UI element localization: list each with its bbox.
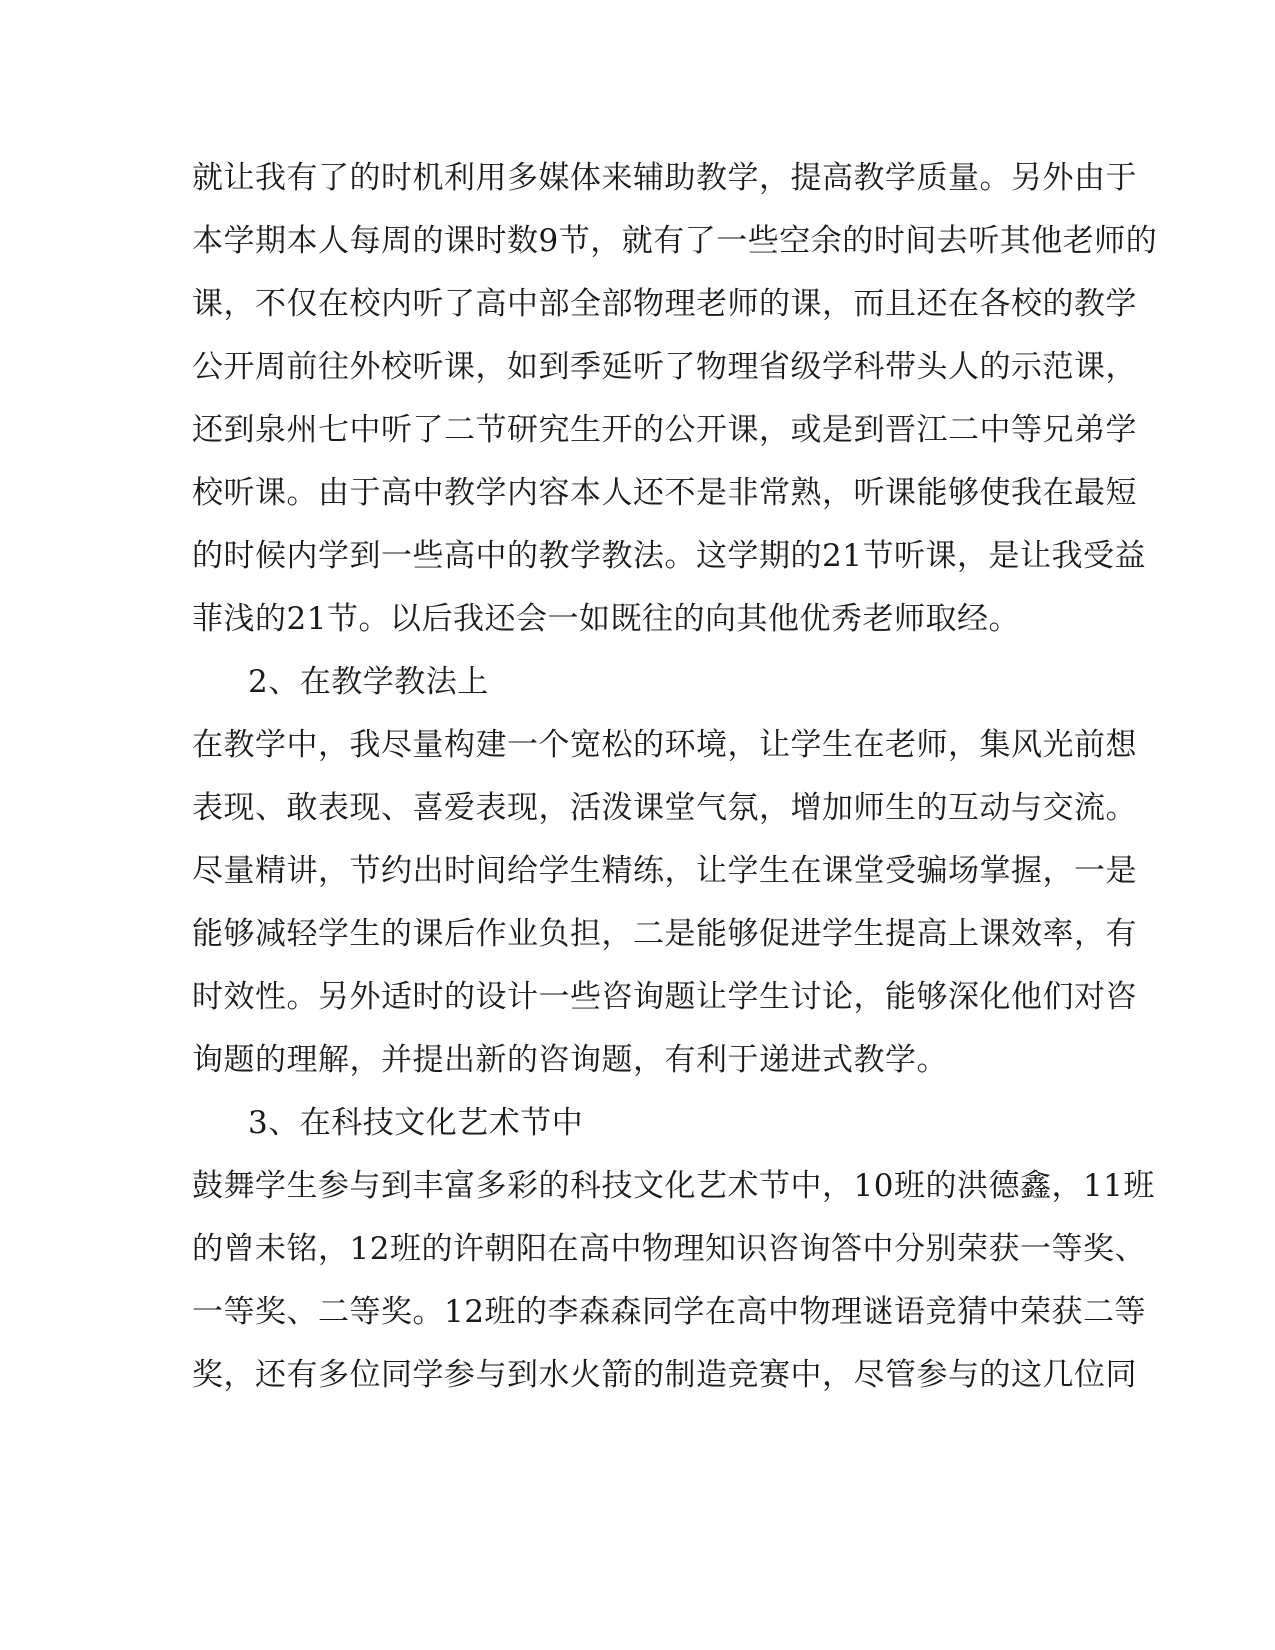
section-heading: 3、在科技文化艺术节中 <box>248 1105 584 1141</box>
text-line: 鼓舞学生参与到丰富多彩的科技文化艺术节中，10班的洪德鑫，11班 <box>192 1168 1155 1204</box>
text-line: 公开周前往外校听课，如到季延听了物理省级学科带头人的示范课， <box>192 349 1137 385</box>
text-line: 本学期本人每周的课时数9节，就有了一些空余的时间去听其他老师的 <box>192 223 1158 259</box>
text-line: 菲浅的21节。以后我还会一如既往的向其他优秀老师取经。 <box>192 601 1020 637</box>
text-line: 表现、敢表现、喜爱表现，活泼课堂气氛，增加师生的互动与交流。 <box>192 790 1137 826</box>
text-line: 校听课。由于高中教学内容本人还不是非常熟，听课能够使我在最短 <box>192 475 1137 511</box>
text-line: 的时候内学到一些高中的教学教法。这学期的21节听课，是让我受益 <box>192 538 1146 574</box>
text-line: 奖，还有多位同学参与到水火箭的制造竞赛中，尽管参与的这几位同 <box>192 1357 1137 1393</box>
text-line: 还到泉州七中听了二节研究生开的公开课，或是到晋江二中等兄弟学 <box>192 412 1137 448</box>
section-heading: 2、在教学教法上 <box>248 664 489 700</box>
text-line: 的曾未铭，12班的许朝阳在高中物理知识咨询答中分别荣获一等奖、 <box>192 1231 1146 1267</box>
text-line: 在教学中，我尽量构建一个宽松的环境，让学生在老师，集风光前想 <box>192 727 1137 763</box>
text-line: 时效性。另外适时的设计一些咨询题让学生讨论，能够深化他们对咨 <box>192 979 1137 1015</box>
text-line: 就让我有了的时机利用多媒体来辅助教学，提高教学质量。另外由于 <box>192 160 1137 196</box>
text-line: 询题的理解，并提出新的咨询题，有利于递进式教学。 <box>192 1042 948 1078</box>
text-line: 一等奖、二等奖。12班的李森森同学在高中物理谜语竞猜中荣获二等 <box>192 1294 1146 1330</box>
text-line: 尽量精讲，节约出时间给学生精练，让学生在课堂受骗场掌握，一是 <box>192 853 1137 889</box>
text-line: 能够减轻学生的课后作业负担，二是能够促进学生提高上课效率，有 <box>192 916 1137 952</box>
text-line: 课，不仅在校内听了高中部全部物理老师的课，而且还在各校的教学 <box>192 286 1137 322</box>
